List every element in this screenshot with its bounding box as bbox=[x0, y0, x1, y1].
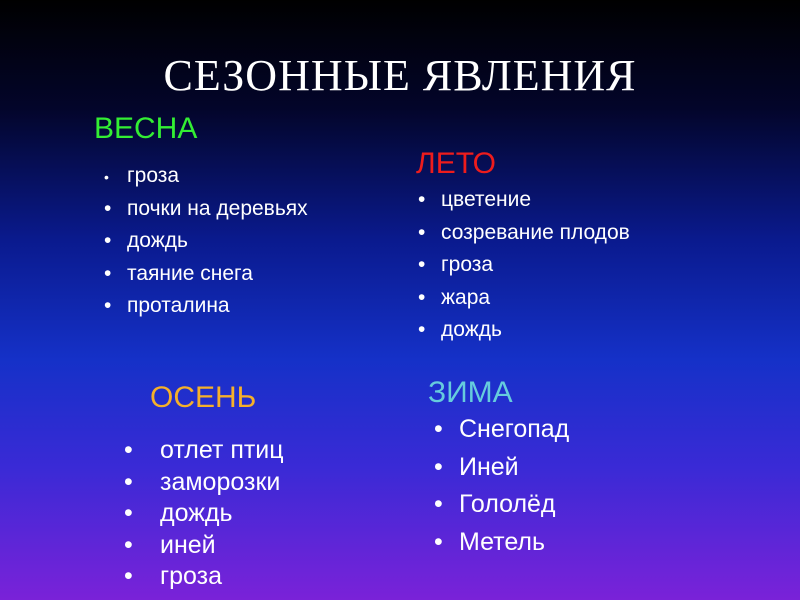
bullet-icon: • bbox=[418, 318, 426, 341]
list-item: • цветение bbox=[418, 184, 630, 217]
bullet-icon: • bbox=[418, 188, 426, 211]
list-item: • почки на деревьях bbox=[104, 193, 308, 226]
list-item: • иней bbox=[124, 530, 216, 559]
list-item: • гроза bbox=[124, 562, 223, 590]
bullet-icon: • bbox=[434, 415, 443, 443]
bullet-icon: • bbox=[104, 169, 109, 185]
bullet-icon: • bbox=[124, 530, 133, 559]
spring-heading: ВЕСНА bbox=[94, 112, 198, 145]
list-item: • заморозки bbox=[124, 467, 281, 496]
list-item: • Гололёд bbox=[434, 485, 569, 523]
bullet-icon: • bbox=[104, 229, 112, 252]
bullet-icon: • bbox=[124, 467, 133, 496]
spring-list bbox=[104, 160, 308, 323]
list-item: • дождь bbox=[104, 225, 308, 258]
list-item: • дождь bbox=[124, 499, 233, 527]
list-item: • Иней bbox=[434, 448, 569, 486]
winter-heading: ЗИМА bbox=[428, 376, 513, 409]
list-item: • проталина bbox=[104, 290, 308, 323]
summer-heading: ЛЕТО bbox=[416, 147, 497, 180]
bullet-icon: • bbox=[124, 436, 133, 464]
bullet-icon: • bbox=[418, 220, 426, 244]
list-item: • созревание плодов bbox=[418, 217, 630, 250]
bullet-icon: • bbox=[104, 294, 112, 317]
list-item: • гроза bbox=[418, 249, 630, 282]
bullet-icon: • bbox=[434, 527, 443, 556]
bullet-icon: • bbox=[434, 490, 443, 518]
bullet-icon: • bbox=[418, 285, 426, 309]
bullet-icon: • bbox=[104, 261, 112, 285]
slide-title: СЕЗОННЫЕ ЯВЛЕНИЯ bbox=[163, 51, 637, 100]
bullet-icon: • bbox=[434, 452, 443, 481]
list-item: • отлет птиц bbox=[124, 436, 284, 464]
bullet-icon: • bbox=[418, 253, 426, 276]
list-item: • гроза bbox=[104, 160, 308, 193]
summer-list bbox=[418, 184, 630, 347]
winter-list bbox=[434, 410, 569, 560]
list-item: • Снегопад bbox=[434, 410, 569, 448]
autumn-heading: ОСЕНЬ bbox=[150, 381, 257, 414]
list-item: • таяние снега bbox=[104, 258, 308, 291]
bullet-icon: • bbox=[124, 562, 133, 590]
list-item: • жара bbox=[418, 282, 630, 315]
autumn-list bbox=[124, 434, 284, 592]
bullet-icon: • bbox=[104, 196, 112, 220]
bullet-icon: • bbox=[124, 499, 133, 527]
list-item: • дождь bbox=[418, 314, 630, 347]
list-item: • Метель bbox=[434, 523, 569, 561]
